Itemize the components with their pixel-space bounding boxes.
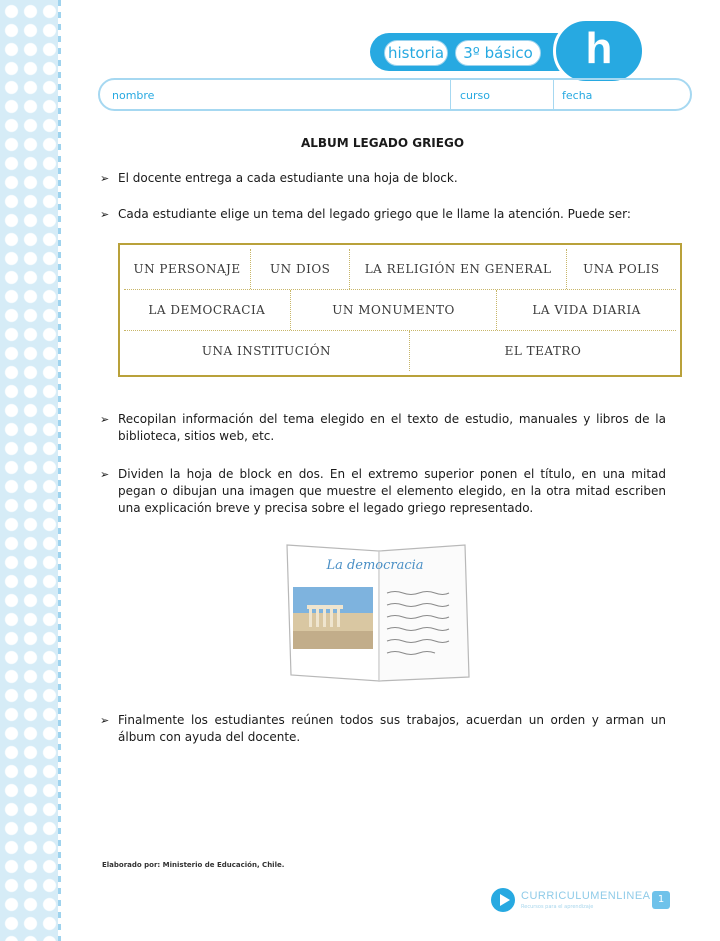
list-item <box>100 411 666 445</box>
course-field-label[interactable]: curso <box>460 89 491 102</box>
table-row <box>124 331 676 371</box>
grade-tag: 3º básico <box>455 40 541 66</box>
illustration-heading: La democracia <box>326 558 424 573</box>
list-item-text: Cada estudiante elige un tema del legado griego que le llame la atención. Puede ser: <box>118 207 631 221</box>
list-item <box>100 466 666 517</box>
list-item-text: Finalmente los estudiantes reúnen todos sus trabajos, acuerdan un orden y arman un álbum con ayuda del docente. <box>118 713 666 744</box>
name-field-label[interactable]: nombre <box>112 89 155 102</box>
table-row <box>124 290 676 331</box>
table-row <box>124 249 676 290</box>
history-logo-badge: h <box>553 18 645 84</box>
list-item-text: El docente entrega a cada estudiante una hoja de block. <box>118 171 458 185</box>
topic-cell: UN DIOS <box>251 249 350 289</box>
arrow-bullet-icon: ➢ <box>100 208 110 221</box>
page-number: 1 <box>652 891 670 909</box>
curriculum-logo-subtitle: Recursos para el aprendizaje <box>521 904 594 910</box>
arrow-bullet-icon: ➢ <box>100 468 110 481</box>
date-field-label[interactable]: fecha <box>562 89 593 102</box>
topic-cell: UN MONUMENTO <box>291 290 498 330</box>
topic-cell: LA VIDA DIARIA <box>532 303 641 317</box>
curriculum-logo-text: CURRICULUMENLINEA <box>521 890 651 902</box>
field-divider <box>553 80 554 109</box>
page-title: ALBUM LEGADO GRIEGO <box>300 136 465 150</box>
list-item-text: Recopilan información del tema elegido en el texto de estudio, manuales y libros de la biblioteca, sitios web, etc. <box>118 412 666 443</box>
list-item <box>100 712 666 746</box>
footer-credit: Elaborado por: Ministerio de Educación, Chile. <box>102 861 285 869</box>
topic-cell: UN PERSONAJE <box>124 249 251 289</box>
subject-tag: historia <box>384 40 448 66</box>
album-page-illustration <box>285 543 471 683</box>
arrow-bullet-icon: ➢ <box>100 172 110 185</box>
arrow-bullet-icon: ➢ <box>100 413 110 426</box>
topic-options-table <box>118 243 682 377</box>
list-item <box>100 170 666 187</box>
play-icon <box>500 894 510 906</box>
topic-cell: UNA POLIS <box>583 262 660 276</box>
topic-cell: UNA INSTITUCIÓN <box>124 331 410 371</box>
field-divider <box>450 80 451 109</box>
list-item <box>100 206 666 223</box>
arrow-bullet-icon: ➢ <box>100 714 110 727</box>
list-item-text: Dividen la hoja de block en dos. En el extremo superior ponen el título, en una mitad pegan o dibujan una imagen que muestre el elemento elegido, en la otra mitad escriben una explicación breve y precisa sobre el legado griego representado. <box>118 467 666 515</box>
topic-cell: EL TEATRO <box>504 344 582 358</box>
topic-cell: LA DEMOCRACIA <box>124 290 291 330</box>
topic-cell: LA RELIGIÓN EN GENERAL <box>350 249 566 289</box>
student-info-bar <box>98 78 692 111</box>
